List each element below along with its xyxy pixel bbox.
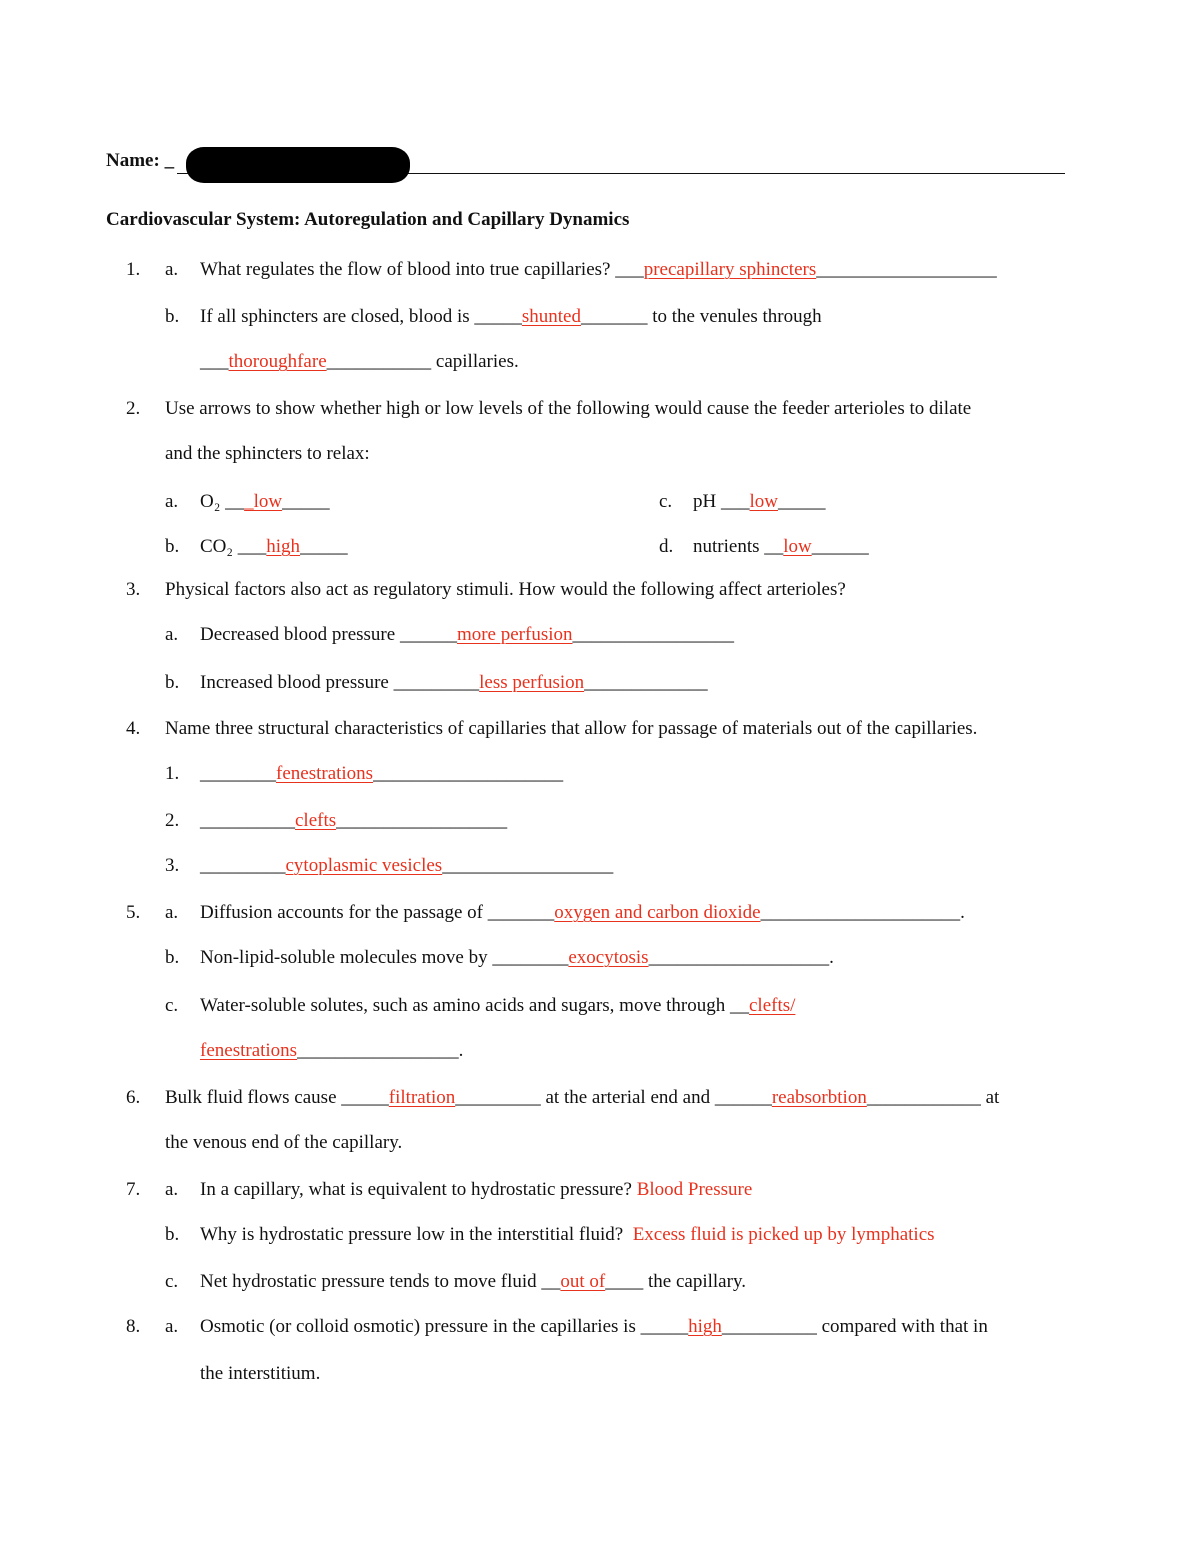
q8-number: 8. bbox=[126, 1316, 141, 1337]
q6-answer-1: filtration bbox=[388, 1087, 456, 1108]
q7-number: 7. bbox=[126, 1179, 141, 1200]
q5a-letter: a. bbox=[165, 902, 179, 923]
q4-item1-answer: fenestrations bbox=[276, 763, 374, 784]
q5b-answer: exocytosis bbox=[568, 947, 649, 968]
q2c-item: pH ___low_____ bbox=[693, 491, 826, 512]
q7b-answer: Excess fluid is picked up by lymphatics bbox=[632, 1224, 935, 1245]
q5a-text: Diffusion accounts for the passage of _______oxygen and carbon dioxide_____________________. bbox=[200, 902, 965, 923]
q7b-text: Why is hydrostatic pressure low in the interstitial fluid? Excess fluid is picked up by lymphatics bbox=[200, 1224, 935, 1245]
q4-item1: ________fenestrations____________________ bbox=[200, 763, 564, 784]
q6-text: Bulk fluid flows cause _____filtration_________ at the arterial end and ______reabsorbtion____________ at bbox=[165, 1087, 1000, 1108]
q2b-item: CO₂ ___high_____ bbox=[200, 536, 348, 557]
q4-text: Name three structural characteristics of capillaries that allow for passage of materials out of the capillaries. bbox=[165, 718, 978, 739]
q2a-answer: _low bbox=[244, 491, 283, 512]
q7a-text: In a capillary, what is equivalent to hydrostatic pressure? Blood Pressure bbox=[200, 1179, 753, 1200]
q8a-text: Osmotic (or colloid osmotic) pressure in the capillaries is _____high__________ compared with that in bbox=[200, 1316, 988, 1337]
q3b-answer: less perfusion bbox=[479, 672, 585, 693]
q2d-answer: low bbox=[783, 536, 812, 557]
q4-item1-number: 1. bbox=[165, 763, 180, 784]
q4-number: 4. bbox=[126, 718, 141, 739]
q2c-letter: c. bbox=[659, 491, 673, 512]
q4-item2: __________clefts__________________ bbox=[200, 810, 508, 831]
q6-answer-2: reabsorbtion bbox=[771, 1087, 867, 1108]
q7a-letter: a. bbox=[165, 1179, 179, 1200]
q5a-answer: oxygen and carbon dioxide bbox=[554, 902, 761, 923]
q5c-text: Water-soluble solutes, such as amino acids and sugars, move through __clefts/ bbox=[200, 995, 796, 1016]
q2-text: Use arrows to show whether high or low levels of the following would cause the feeder arterioles to dilate bbox=[165, 398, 972, 419]
q6-text-line2: the venous end of the capillary. bbox=[165, 1132, 403, 1153]
q4-item2-answer: clefts bbox=[295, 810, 337, 831]
name-label: Name: _ bbox=[106, 150, 175, 171]
q8a-letter: a. bbox=[165, 1316, 179, 1337]
q5c-answer-2: fenestrations bbox=[200, 1040, 298, 1061]
q5b-text: Non-lipid-soluble molecules move by ________exocytosis___________________. bbox=[200, 947, 834, 968]
q1b-answer-1: shunted bbox=[521, 306, 581, 327]
q7c-answer: out of bbox=[560, 1271, 606, 1292]
q4-item2-number: 2. bbox=[165, 810, 180, 831]
q1b-letter: b. bbox=[165, 306, 180, 327]
q2-number: 2. bbox=[126, 398, 141, 419]
worksheet-title: Cardiovascular System: Autoregulation and Capillary Dynamics bbox=[106, 209, 630, 230]
q8a-answer: high bbox=[688, 1316, 722, 1337]
q1a-letter: a. bbox=[165, 259, 179, 280]
q3a-text: Decreased blood pressure ______more perfusion_________________ bbox=[200, 624, 735, 645]
q7b-letter: b. bbox=[165, 1224, 180, 1245]
q4-item3-number: 3. bbox=[165, 855, 180, 876]
q3-text: Physical factors also act as regulatory stimuli. How would the following affect arterioles? bbox=[165, 579, 846, 600]
q5c-text-line2: fenestrations_________________. bbox=[200, 1040, 464, 1061]
q4-item3-answer: cytoplasmic vesicles bbox=[285, 855, 443, 876]
q4-item3: _________cytoplasmic vesicles__________________ bbox=[200, 855, 614, 876]
q6-number: 6. bbox=[126, 1087, 141, 1108]
q3a-letter: a. bbox=[165, 624, 179, 645]
q2a-letter: a. bbox=[165, 491, 179, 512]
q5-number: 5. bbox=[126, 902, 141, 923]
q2d-letter: d. bbox=[659, 536, 674, 557]
q2b-answer: high bbox=[266, 536, 301, 557]
q1a-answer: precapillary sphincters bbox=[643, 259, 817, 280]
q3-number: 3. bbox=[126, 579, 141, 600]
q7c-text: Net hydrostatic pressure tends to move fluid __out of____ the capillary. bbox=[200, 1271, 746, 1292]
q2d-item: nutrients __low______ bbox=[693, 536, 869, 557]
q2b-letter: b. bbox=[165, 536, 180, 557]
q1a-text: What regulates the flow of blood into true capillaries? ___precapillary sphincters___________________ bbox=[200, 259, 997, 280]
q1b-answer-2: thoroughfare bbox=[228, 351, 327, 372]
q5c-answer: clefts/ bbox=[748, 995, 796, 1016]
q5b-letter: b. bbox=[165, 947, 180, 968]
q1-number: 1. bbox=[126, 259, 141, 280]
q5c-letter: c. bbox=[165, 995, 179, 1016]
q1b-text-line2: ___thoroughfare___________ capillaries. bbox=[200, 351, 519, 372]
q1b-text: If all sphincters are closed, blood is _____shunted_______ to the venules through bbox=[200, 306, 822, 327]
q3b-letter: b. bbox=[165, 672, 180, 693]
q2c-answer: low bbox=[749, 491, 778, 512]
q2-text-line2: and the sphincters to relax: bbox=[165, 443, 370, 464]
q7a-answer: Blood Pressure bbox=[636, 1179, 753, 1200]
q8a-text-line2: the interstitium. bbox=[200, 1363, 321, 1384]
q3a-answer: more perfusion bbox=[456, 624, 573, 645]
q2a-item: O₂ ___low_____ bbox=[200, 491, 330, 512]
q3b-text: Increased blood pressure _________less perfusion_____________ bbox=[200, 672, 708, 693]
redacted-name bbox=[186, 147, 410, 183]
q7c-letter: c. bbox=[165, 1271, 179, 1292]
